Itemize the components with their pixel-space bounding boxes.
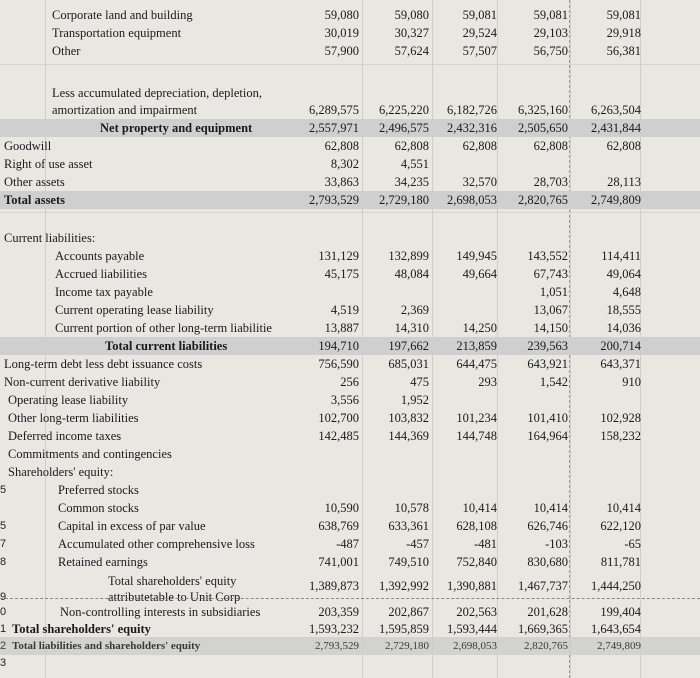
cell: 62,808	[533, 139, 568, 153]
table-row[interactable]	[0, 481, 700, 499]
table-row[interactable]	[0, 535, 700, 553]
row-label: Accounts payable	[55, 249, 145, 263]
cell: 45,175	[324, 267, 359, 281]
cell: 101,410	[527, 411, 568, 425]
table-row[interactable]	[0, 391, 700, 409]
cell: 202,867	[388, 605, 429, 619]
row-number: 2	[0, 640, 7, 652]
cell: 14,036	[606, 321, 641, 335]
row-label: Total shareholders' equity	[108, 574, 237, 588]
cell: 213,859	[456, 339, 497, 353]
cell: 197,662	[388, 339, 429, 353]
cell: 2,557,971	[309, 121, 359, 135]
cell: 475	[410, 375, 429, 389]
cell: 2,749,809	[591, 193, 641, 207]
cell: 6,325,160	[518, 103, 568, 117]
table-row[interactable]	[0, 84, 700, 102]
cell: 622,120	[600, 519, 641, 533]
row-label: Non-current derivative liability	[4, 375, 161, 389]
table-row[interactable]	[0, 654, 700, 672]
cell: 638,769	[318, 519, 359, 533]
cell: 143,552	[527, 249, 568, 263]
cell: 643,371	[600, 357, 641, 371]
row-label: Total assets	[4, 193, 66, 207]
row-number: 8	[0, 556, 7, 568]
cell: 158,232	[600, 429, 641, 443]
row-label: Income tax payable	[55, 285, 153, 299]
cell: 293	[478, 375, 497, 389]
table-row[interactable]	[0, 463, 700, 481]
cell: 2,729,180	[385, 640, 429, 652]
cell: -487	[336, 537, 359, 551]
cell: 48,084	[394, 267, 429, 281]
row-number: 5	[0, 484, 7, 496]
cell: 13,067	[533, 303, 568, 317]
cell: 56,381	[606, 44, 641, 58]
row-label: Less accumulated depreciation, depletion,	[52, 86, 262, 100]
cell: 1,542	[539, 375, 568, 389]
row-label: Other long-term liabilities	[8, 411, 139, 425]
cell: 1,669,365	[518, 622, 568, 636]
cell: 14,250	[462, 321, 497, 335]
cell: 752,840	[456, 555, 497, 569]
table-row[interactable]	[0, 265, 700, 283]
row-number-cell	[0, 481, 10, 499]
cell: 2,505,650	[518, 121, 568, 135]
cell: 1,593,444	[447, 622, 497, 636]
row-label: Current portion of other long-term liabilitie	[55, 321, 272, 335]
cell: 10,414	[462, 501, 497, 515]
cell: 29,918	[606, 26, 641, 40]
row-number-cell	[0, 535, 10, 553]
table-row[interactable]	[0, 445, 700, 463]
cell: 256	[340, 375, 359, 389]
row-label: Non-controlling interests in subsidiaries	[60, 605, 261, 619]
row-number: 7	[0, 538, 7, 550]
cell: 2,698,053	[453, 640, 497, 652]
table-row[interactable]	[0, 409, 700, 427]
cell: 811,781	[600, 555, 641, 569]
row-number: 3	[0, 657, 7, 669]
table-row[interactable]	[0, 6, 700, 24]
row-label: Retained earnings	[58, 555, 148, 569]
cell: 2,431,844	[591, 121, 641, 135]
cell: 67,743	[533, 267, 568, 281]
cell: 1,444,250	[591, 579, 641, 593]
cell: 142,485	[318, 429, 359, 443]
row-label: Common stocks	[58, 501, 139, 515]
table-row[interactable]	[0, 119, 700, 137]
cell: 1,051	[539, 285, 568, 299]
cell: 239,563	[527, 339, 568, 353]
row-number-cell	[0, 517, 10, 535]
cell: 34,235	[394, 175, 429, 189]
row-label: Net property and equipment	[100, 121, 253, 135]
cell: 10,590	[324, 501, 359, 515]
cell: 30,327	[394, 26, 429, 40]
cell: 910	[622, 375, 641, 389]
table-row[interactable]	[0, 553, 700, 571]
row-label: Corporate land and building	[52, 8, 193, 22]
cell: 3,556	[330, 393, 359, 407]
cell: 2,432,316	[447, 121, 497, 135]
cell: 10,578	[394, 501, 429, 515]
row-number: 5	[0, 520, 7, 532]
cell: 8,302	[330, 157, 359, 171]
cell: 2,749,809	[597, 640, 641, 652]
table-row[interactable]	[0, 247, 700, 265]
row-number: 1	[0, 623, 7, 635]
cell: 201,628	[527, 605, 568, 619]
cell: 643,921	[527, 357, 568, 371]
row-label: Capital in excess of par value	[58, 519, 206, 533]
cell: 4,519	[330, 303, 359, 317]
cell: 131,129	[318, 249, 359, 263]
cell: 18,555	[606, 303, 641, 317]
row-number: 0	[0, 606, 7, 618]
cell: 2,793,529	[309, 193, 359, 207]
cell: 59,080	[394, 8, 429, 22]
cell: 14,150	[533, 321, 568, 335]
table-row[interactable]	[0, 355, 700, 373]
row-number-cell	[0, 553, 10, 571]
cell: 132,899	[388, 249, 429, 263]
cell: 10,414	[533, 501, 568, 515]
cell: 200,714	[600, 339, 641, 353]
cell: 202,563	[456, 605, 497, 619]
row-label: Transportation equipment	[52, 26, 182, 40]
row-label: Current liabilities:	[4, 231, 96, 245]
cell: 6,182,726	[447, 103, 497, 117]
cell: 194,710	[318, 339, 359, 353]
cell: 56,750	[533, 44, 568, 58]
cell: 28,113	[607, 175, 641, 189]
row-label: Other assets	[4, 175, 65, 189]
cell: 62,808	[606, 139, 641, 153]
cell: 633,361	[388, 519, 429, 533]
cell: -65	[624, 537, 641, 551]
table-row[interactable]	[0, 319, 700, 337]
row-label: amortization and impairment	[52, 103, 198, 117]
row-label: Preferred stocks	[58, 483, 139, 497]
cell: 2,820,765	[524, 640, 568, 652]
row-label: Accrued liabilities	[55, 267, 147, 281]
cell: 29,524	[462, 26, 497, 40]
cell: 749,510	[388, 555, 429, 569]
row-label: Total shareholders' equity	[12, 622, 151, 636]
row-label: Deferred income taxes	[8, 429, 122, 443]
cell: 30,019	[324, 26, 359, 40]
table-row[interactable]	[0, 620, 700, 638]
cell: -481	[474, 537, 497, 551]
cell: 59,081	[533, 8, 568, 22]
cell: 2,698,053	[447, 193, 497, 207]
row-label: attributetable to Unit Corp	[108, 590, 241, 604]
cell: 59,081	[462, 8, 497, 22]
row-label: Other	[52, 44, 81, 58]
cell: 144,748	[456, 429, 497, 443]
cell: 57,507	[462, 44, 497, 58]
table-row[interactable]	[0, 603, 700, 621]
cell: 830,680	[527, 555, 568, 569]
table-row[interactable]	[0, 499, 700, 517]
table-row[interactable]	[0, 173, 700, 191]
cell: 4,648	[612, 285, 641, 299]
cell: 114,411	[601, 249, 641, 263]
cell: 29,103	[533, 26, 568, 40]
table-row[interactable]	[0, 42, 700, 60]
cell: 49,064	[606, 267, 641, 281]
cell: 1,389,873	[309, 579, 359, 593]
row-label: Operating lease liability	[8, 393, 129, 407]
row-label: Long-term debt less debt issuance costs	[4, 357, 203, 371]
table-row[interactable]	[0, 427, 700, 445]
row-label: Current operating lease liability	[55, 303, 214, 317]
cell: 102,700	[318, 411, 359, 425]
table-row[interactable]	[0, 517, 700, 535]
row-label: Goodwill	[4, 139, 52, 153]
cell: 164,964	[527, 429, 568, 443]
table-row[interactable]	[0, 24, 700, 42]
cell: 6,225,220	[379, 103, 429, 117]
row-label: Total liabilities and shareholders' equity	[12, 640, 201, 652]
cell: 1,952	[400, 393, 429, 407]
row-label: Shareholders' equity:	[8, 465, 114, 479]
table-row[interactable]	[0, 373, 700, 391]
table-row[interactable]	[0, 155, 700, 173]
cell: 149,945	[456, 249, 497, 263]
cell: 626,746	[527, 519, 568, 533]
cell: 628,108	[456, 519, 497, 533]
row-number: 9	[0, 591, 7, 603]
cell: 28,703	[533, 175, 568, 189]
cell: 1,390,881	[447, 579, 497, 593]
cell: 10,414	[606, 501, 641, 515]
cell: -103	[545, 537, 568, 551]
cell: 199,404	[600, 605, 641, 619]
table-row[interactable]	[0, 283, 700, 301]
cell: 1,593,232	[309, 622, 359, 636]
cell: 644,475	[456, 357, 497, 371]
cell: 13,887	[324, 321, 359, 335]
cell: 6,263,504	[591, 103, 641, 117]
cell: 2,369	[400, 303, 429, 317]
row-label: Total current liabilities	[105, 339, 228, 353]
table-row[interactable]	[0, 301, 700, 319]
cell: 103,832	[388, 411, 429, 425]
cell: 203,359	[318, 605, 359, 619]
cell: 2,793,529	[315, 640, 359, 652]
cell: 62,808	[394, 139, 429, 153]
table-row[interactable]	[0, 229, 700, 247]
cell: 102,928	[600, 411, 641, 425]
cell: 2,820,765	[518, 193, 568, 207]
cell: 49,664	[462, 267, 497, 281]
row-label: Commitments and contingencies	[8, 447, 172, 461]
cell: 756,590	[318, 357, 359, 371]
cell: 6,289,575	[309, 103, 359, 117]
table-row[interactable]	[0, 137, 700, 155]
row-label: Accumulated other comprehensive loss	[58, 537, 255, 551]
cell: 59,080	[324, 8, 359, 22]
cell: 1,392,992	[379, 579, 429, 593]
table-row[interactable]	[0, 337, 700, 355]
cell: 62,808	[324, 139, 359, 153]
cell: 2,729,180	[379, 193, 429, 207]
cell: 62,808	[462, 139, 497, 153]
cell: 101,234	[456, 411, 497, 425]
cell: 741,001	[318, 555, 359, 569]
cell: 57,900	[324, 44, 359, 58]
cell: 1,643,654	[591, 622, 641, 636]
cell: 4,551	[400, 157, 429, 171]
cell: 32,570	[462, 175, 497, 189]
cell: 57,624	[394, 44, 429, 58]
cell: 2,496,575	[379, 121, 429, 135]
cell: 1,595,859	[379, 622, 429, 636]
cell: 685,031	[388, 357, 429, 371]
row-label: Right of use asset	[4, 157, 93, 171]
table-row[interactable]	[0, 101, 700, 119]
cell: 59,081	[606, 8, 641, 22]
table-row[interactable]	[0, 191, 700, 209]
cell: -457	[406, 537, 429, 551]
cell: 1,467,737	[518, 579, 568, 593]
cell: 144,369	[388, 429, 429, 443]
table-row[interactable]	[0, 637, 700, 655]
cell: 33,863	[324, 175, 359, 189]
cell: 14,310	[394, 321, 429, 335]
